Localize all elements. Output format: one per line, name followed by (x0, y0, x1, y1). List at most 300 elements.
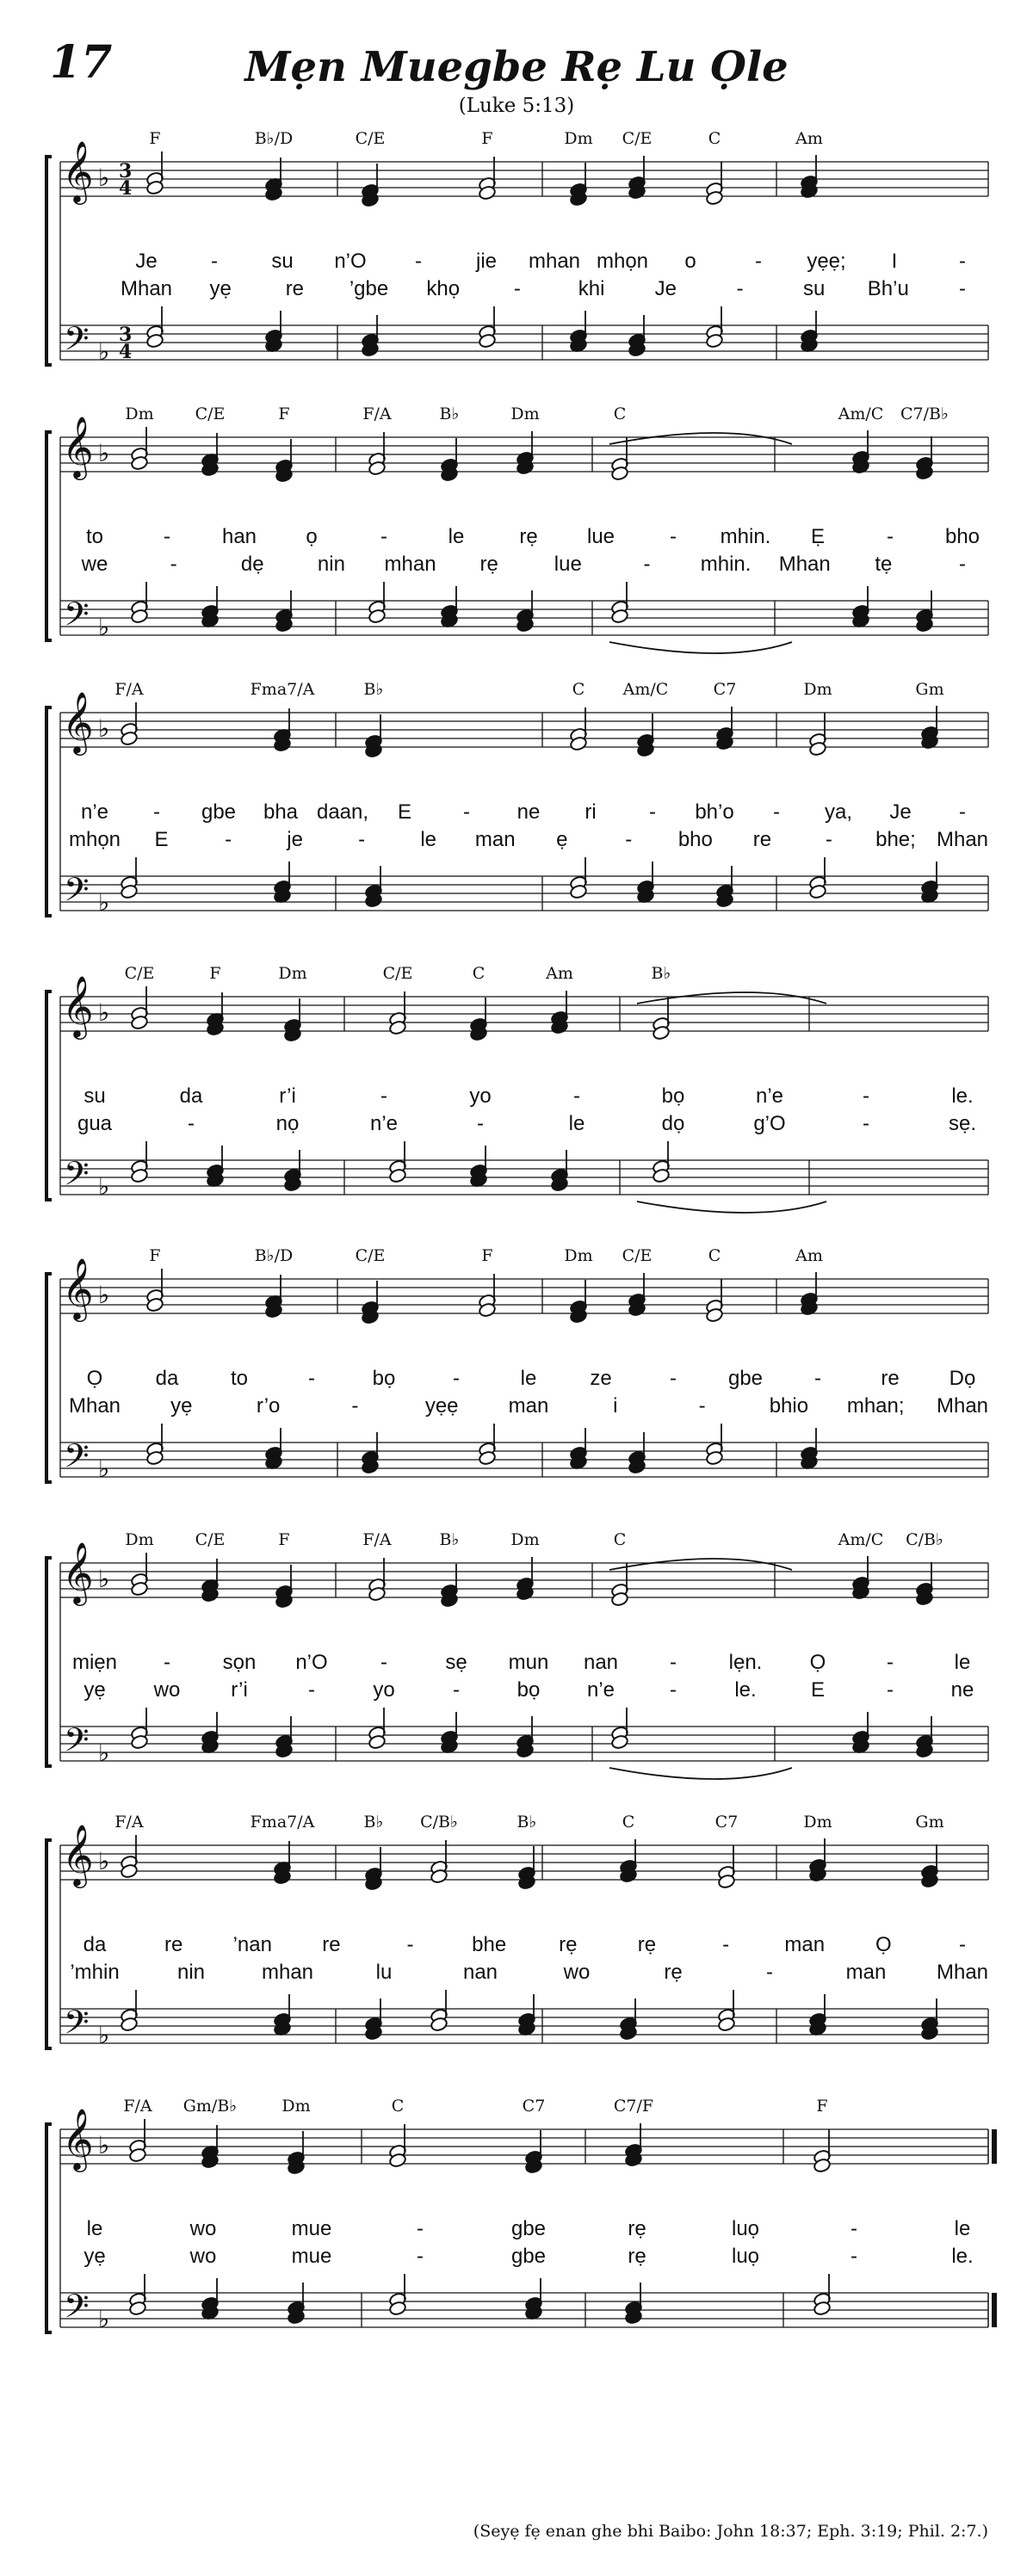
footer-reference: (Seyẹ fẹ enan ghe bhi Baibo: John 18:37; Eph. 3:19; Phil. 2:7.) (473, 2522, 988, 2541)
lyric-verse-1: miẹn (71, 1651, 118, 1674)
bass-clef-icon: 𝄢 (64, 319, 90, 366)
chord-symbol: C7 (522, 2097, 546, 2116)
chord-symbol: C7/F (613, 2097, 654, 2116)
lyric-verse-2: bọ (516, 1678, 541, 1702)
system-bracket (46, 432, 52, 640)
lyric-verse-2: Je (654, 277, 677, 300)
chord-symbol: Dm (125, 1530, 154, 1549)
lyric-verse-1: - (573, 1084, 580, 1108)
chord-symbol: C (613, 405, 627, 423)
lyric-verse-1: - (164, 525, 170, 548)
lyric-verse-2: man (845, 1961, 887, 1984)
bass-clef-icon: 𝄢 (64, 2003, 90, 2049)
chord-symbol: F (278, 405, 290, 423)
lyric-verse-1: re (881, 1367, 900, 1390)
treble-clef-icon: 𝄞 (62, 1823, 94, 1886)
lyric-verse-2: - (670, 1678, 677, 1702)
lyric-verse-2: - (736, 277, 744, 300)
hymn-number: 17 (50, 36, 113, 89)
lyric-verse-2: - (863, 1112, 869, 1135)
bass-clef-icon: 𝄢 (64, 870, 90, 917)
chord-symbol: Gm (915, 1813, 944, 1832)
lyric-verse-2: khi (578, 277, 605, 300)
lyric-verse-2: gbe (510, 2245, 547, 2268)
lyric-verse-1: bọ (372, 1367, 396, 1390)
lyric-verse-2: r’i (231, 1678, 248, 1702)
lyric-verse-2: - (225, 828, 232, 851)
bass-clef-icon: 𝄢 (64, 1154, 90, 1201)
lyric-verse-1: wo (189, 2217, 217, 2240)
lyric-verse-2: bhio (769, 1394, 809, 1418)
lyric-verse-1: rẹ (559, 1933, 578, 1956)
system-bracket (46, 707, 52, 916)
lyric-verse-1: n’O (334, 250, 367, 273)
chord-symbol: Dm (564, 129, 593, 148)
system-bracket (46, 991, 52, 1200)
lyric-verse-2: mhin. (700, 553, 752, 576)
lyric-verse-2: E (810, 1678, 826, 1702)
lyric-verse-1: bọ (661, 1084, 685, 1108)
lyric-verse-2: mhọn (68, 828, 121, 851)
hymn-title: Mẹn Muegbe Rẹ Lu Ọle (244, 43, 789, 91)
chord-symbol: C/E (382, 964, 413, 983)
key-signature-flat-icon: ♭ (98, 714, 110, 743)
chord-symbol: F (481, 129, 493, 148)
lyric-verse-1: - (851, 2217, 857, 2240)
lyric-verse-1: - (463, 800, 470, 824)
lyric-verse-2: yẹ (84, 2245, 106, 2268)
lyric-verse-2: lu (375, 1961, 393, 1984)
lyric-verse-1: re (164, 1933, 183, 1956)
lyric-verse-1: da (155, 1367, 179, 1390)
lyric-verse-2: yẹ (84, 1678, 106, 1702)
lyric-verse-1: rẹ (637, 1933, 657, 1956)
lyric-verse-2: - (170, 553, 177, 576)
chord-symbol: C (708, 129, 721, 148)
chord-symbol: C7/B♭ (900, 405, 949, 423)
lyric-verse-1: ne (516, 800, 541, 824)
lyric-verse-2: dọ (661, 1112, 685, 1135)
chord-symbol: C7 (714, 1813, 739, 1832)
score-system-6 (0, 1530, 1033, 1840)
lyric-verse-2: - (513, 277, 521, 300)
lyric-verse-2: Bh’u (867, 277, 909, 300)
chord-symbol: B♭ (363, 680, 384, 699)
chord-symbol: F/A (123, 2097, 152, 2116)
chord-symbol: F/A (114, 680, 144, 699)
lyric-verse-1: daan, (316, 800, 369, 824)
lyric-verse-2: - (887, 1678, 894, 1702)
lyric-verse-2: - (851, 2245, 857, 2268)
chord-symbol: F (481, 1246, 493, 1265)
lyric-verse-2: - (825, 828, 832, 851)
score-system-3 (0, 680, 1033, 990)
lyric-verse-2: re (285, 277, 305, 300)
lyric-verse-1: - (887, 525, 894, 548)
lyric-verse-2: - (643, 553, 651, 576)
lyric-verse-2: sẹ. (948, 1112, 977, 1135)
lyric-verse-2: - (477, 1112, 484, 1135)
time-signature-denominator: 4 (119, 341, 133, 363)
lyric-verse-1: - (453, 1367, 460, 1390)
lyric-verse-2: yo (373, 1678, 395, 1702)
lyric-verse-2: Mhan (778, 553, 831, 576)
lyric-verse-1: luọ (731, 2217, 760, 2240)
lyric-verse-2: - (766, 1961, 773, 1984)
lyric-verse-1: ri (585, 800, 597, 824)
lyric-verse-2: mhan; (846, 1394, 905, 1418)
bass-clef-icon: 𝄢 (64, 1720, 90, 1767)
chord-symbol: F (149, 129, 161, 148)
lyric-verse-1: n’e (755, 1084, 784, 1108)
chord-symbol: C/E (195, 405, 226, 423)
lyric-verse-2: - (698, 1394, 706, 1418)
treble-clef-icon: 𝄞 (62, 2107, 94, 2170)
lyric-verse-1: mhin. (720, 525, 771, 548)
lyric-verse-2: Mhan (120, 277, 173, 300)
lyric-verse-2: - (453, 1678, 460, 1702)
treble-clef-icon: 𝄞 (62, 139, 94, 202)
lyric-verse-1: man (784, 1933, 826, 1956)
chord-symbol: F/A (362, 405, 392, 423)
lyric-verse-2: n’e (369, 1112, 399, 1135)
lyric-verse-2: Mhan (936, 1961, 989, 1984)
lyric-verse-2: gua (77, 1112, 113, 1135)
chord-symbol: Dm (803, 680, 832, 699)
lyric-verse-1: gbe (201, 800, 237, 824)
lyric-verse-2: dẹ (240, 553, 264, 576)
lyric-verse-1: - (959, 250, 966, 273)
lyric-verse-1: yẹẹ; (807, 250, 846, 273)
chord-symbol: B♭ (516, 1813, 537, 1832)
lyric-verse-1: r’i (279, 1084, 296, 1108)
lyric-verse-2: lue (554, 553, 582, 576)
lyric-verse-2: le (420, 828, 437, 851)
lyric-verse-2: wo (153, 1678, 181, 1702)
lyric-verse-1: le (86, 2217, 103, 2240)
lyric-verse-2: wo (563, 1961, 591, 1984)
lyric-verse-1: le. (951, 1084, 974, 1108)
chord-symbol: Am (795, 129, 823, 148)
lyric-verse-1: da (83, 1933, 107, 1956)
key-signature-flat-icon: ♭ (98, 888, 110, 917)
lyric-verse-1: mun (508, 1651, 549, 1674)
lyric-verse-1: - (164, 1651, 170, 1674)
lyric-verse-1: han (221, 525, 257, 548)
lyric-verse-1: lẹn. (728, 1651, 763, 1674)
lyric-verse-2: Mhan (68, 1394, 121, 1418)
lyric-verse-1: - (959, 800, 966, 824)
key-signature-flat-icon: ♭ (98, 1565, 110, 1593)
chord-symbol: Dm (125, 405, 154, 423)
treble-clef-icon: 𝄞 (62, 1257, 94, 1319)
treble-clef-icon: 𝄞 (62, 1541, 94, 1603)
lyric-verse-1: mue (291, 2217, 332, 2240)
lyric-verse-1: to (85, 525, 104, 548)
tie-mark (609, 433, 792, 444)
chord-symbol: F (209, 964, 221, 983)
lyric-verse-2: yẹ (170, 1394, 193, 1418)
lyric-verse-2: khọ (426, 277, 461, 300)
lyric-verse-1: sọn (222, 1651, 257, 1674)
lyric-verse-1: ’nan (232, 1933, 272, 1956)
lyric-verse-1: I (891, 250, 898, 273)
lyric-verse-2: yẹẹ (424, 1394, 459, 1418)
lyric-verse-1: - (670, 525, 677, 548)
bass-clef-icon: 𝄢 (64, 1436, 90, 1483)
lyric-verse-1: re (322, 1933, 341, 1956)
lyric-verse-2: - (625, 828, 633, 851)
chord-symbol: C/E (124, 964, 155, 983)
lyric-verse-2: - (959, 277, 966, 300)
lyric-verse-1: - (415, 250, 422, 273)
lyric-verse-1: Ọ (86, 1367, 103, 1390)
lyric-verse-2: su (802, 277, 826, 300)
lyric-verse-1: ọ (306, 525, 318, 548)
chord-symbol: B♭ (439, 1530, 460, 1549)
chord-symbol: B♭/D (254, 129, 294, 148)
lyric-verse-1: - (863, 1084, 869, 1108)
chord-symbol: Dm (510, 405, 540, 423)
lyric-verse-1: - (417, 2217, 424, 2240)
lyric-verse-1: rẹ (628, 2217, 646, 2240)
lyric-verse-2: bho (677, 828, 713, 851)
lyric-verse-2: re (752, 828, 772, 851)
lyric-verse-1: Je (135, 250, 158, 273)
chord-symbol: Dm (564, 1246, 593, 1265)
lyric-verse-1: - (153, 800, 160, 824)
chord-symbol: C (391, 2097, 405, 2116)
key-signature-flat-icon: ♭ (98, 2131, 110, 2159)
lyric-verse-1: n’e (80, 800, 109, 824)
time-signature-denominator: 4 (119, 177, 133, 200)
chord-symbol: C/B♭ (906, 1530, 943, 1549)
score-system-1 (0, 129, 1033, 439)
chord-symbol: Gm/B♭ (182, 2097, 238, 2116)
lyric-verse-2: ’mhin (70, 1961, 120, 1984)
key-signature-flat-icon: ♭ (98, 1172, 110, 1201)
chord-symbol: Dm (281, 2097, 311, 2116)
lyric-verse-1: nan (583, 1651, 619, 1674)
lyric-verse-2: man (508, 1394, 549, 1418)
lyric-verse-2: mue (291, 2245, 332, 2268)
tie-mark (637, 1202, 826, 1213)
chord-symbol: F (149, 1246, 161, 1265)
chord-symbol: Am/C (838, 405, 884, 423)
lyric-verse-1: le (954, 2217, 971, 2240)
lyric-verse-2: tẹ (875, 553, 893, 576)
lyric-verse-1: n’O (295, 1651, 328, 1674)
lyric-verse-2: Mhan (936, 828, 989, 851)
lyric-verse-1: bho (944, 525, 980, 548)
lyric-verse-1: - (308, 1367, 315, 1390)
lyric-verse-1: jie (475, 250, 498, 273)
chord-symbol: C/E (195, 1530, 226, 1549)
system-bracket (46, 1558, 52, 1766)
chord-symbol: C/E (622, 1246, 653, 1265)
system-bracket (46, 2124, 52, 2332)
key-signature-flat-icon: ♭ (98, 439, 110, 467)
lyric-verse-1: - (773, 800, 780, 824)
lyric-verse-1: su (271, 250, 294, 273)
lyric-verse-1: bh’o (695, 800, 734, 824)
lyric-verse-2: mhan (384, 553, 436, 576)
lyric-verse-1: - (406, 1933, 414, 1956)
lyric-verse-1: lue (586, 525, 615, 548)
key-signature-flat-icon: ♭ (98, 1739, 110, 1767)
lyric-verse-1: - (649, 800, 656, 824)
lyric-verse-1: Dọ (949, 1367, 976, 1390)
tie-mark (609, 1559, 792, 1570)
lyric-verse-2: rẹ (664, 1961, 683, 1984)
chord-symbol: B♭ (651, 964, 671, 983)
lyric-verse-1: - (670, 1651, 677, 1674)
chord-symbol: Fma7/A (250, 1813, 315, 1832)
lyric-verse-2: mhan (261, 1961, 314, 1984)
lyric-verse-1: le (954, 1651, 971, 1674)
lyric-verse-1: bha (263, 800, 299, 824)
lyric-verse-1: su (84, 1084, 106, 1108)
lyric-verse-2: nọ (275, 1112, 300, 1135)
system-bracket (46, 157, 52, 365)
lyric-verse-1: - (211, 250, 218, 273)
lyric-verse-2: je (287, 828, 303, 851)
chord-symbol: C/E (622, 129, 653, 148)
lyric-verse-1: - (755, 250, 762, 273)
lyric-verse-2: E (154, 828, 169, 851)
bass-clef-icon: 𝄢 (64, 595, 90, 641)
lyric-verse-2: ẹ (556, 828, 568, 851)
key-signature-flat-icon: ♭ (98, 164, 110, 192)
lyric-verse-2: - (959, 553, 966, 576)
lyric-verse-1: Ọ (875, 1933, 892, 1956)
chord-symbol: F (278, 1530, 290, 1549)
lyric-verse-1: - (380, 1651, 387, 1674)
lyric-verse-1: bhe (472, 1933, 507, 1956)
lyric-verse-2: nin (176, 1961, 206, 1984)
lyric-verse-2: r’o (256, 1394, 281, 1418)
lyric-verse-2: i (613, 1394, 618, 1418)
chord-symbol: Am/C (838, 1530, 884, 1549)
chord-symbol: Dm (803, 1813, 832, 1832)
lyric-verse-1: - (670, 1367, 677, 1390)
chord-symbol: Fma7/A (250, 680, 315, 699)
chord-symbol: F/A (114, 1813, 144, 1832)
lyric-verse-2: le (568, 1112, 585, 1135)
chord-symbol: B♭ (439, 405, 460, 423)
system-bracket (46, 1840, 52, 2048)
treble-clef-icon: 𝄞 (62, 974, 94, 1037)
lyric-verse-1: da (179, 1084, 203, 1108)
chord-symbol: C (472, 964, 486, 983)
score-system-8 (0, 2097, 1033, 2406)
time-signature-numerator: 3 (119, 324, 133, 346)
bass-clef-icon: 𝄢 (64, 2287, 90, 2333)
lyric-verse-2: wo (189, 2245, 217, 2268)
score-system-7 (0, 1813, 1033, 2122)
lyric-verse-1: le (520, 1367, 537, 1390)
scripture-reference: (Luke 5:13) (458, 95, 575, 117)
lyric-verse-2: - (417, 2245, 424, 2268)
lyric-verse-2: le. (734, 1678, 757, 1702)
lyric-verse-1: ze (590, 1367, 612, 1390)
lyric-verse-2: g’O (753, 1112, 786, 1135)
chord-symbol: Dm (278, 964, 307, 983)
key-signature-flat-icon: ♭ (98, 613, 110, 641)
chord-symbol: C/E (355, 129, 386, 148)
lyric-verse-1: E (397, 800, 412, 824)
chord-symbol: Am/C (622, 680, 669, 699)
tie-mark (637, 992, 826, 1004)
lyric-verse-1: - (887, 1651, 894, 1674)
key-signature-flat-icon: ♭ (98, 1455, 110, 1483)
lyric-verse-2: bhe; (875, 828, 916, 851)
key-signature-flat-icon: ♭ (98, 337, 110, 366)
chord-symbol: C7 (713, 680, 737, 699)
chord-symbol: Am (546, 964, 573, 983)
key-signature-flat-icon: ♭ (98, 1281, 110, 1309)
lyric-verse-1: mhọn (596, 250, 649, 273)
final-bar-line (992, 2129, 997, 2164)
treble-clef-icon: 𝄞 (62, 415, 94, 478)
lyric-verse-2: - (308, 1678, 315, 1702)
lyric-verse-1: ya, (824, 800, 853, 824)
chord-symbol: Dm (510, 1530, 540, 1549)
lyric-verse-1: le (448, 525, 465, 548)
lyric-verse-2: n’e (586, 1678, 615, 1702)
lyric-verse-1: Ọ (809, 1651, 826, 1674)
chord-symbol: Gm (915, 680, 944, 699)
lyric-verse-1: Je (889, 800, 912, 824)
lyric-verse-2: Mhan (936, 1394, 989, 1418)
score-system-2 (0, 405, 1033, 714)
lyric-verse-2: man (474, 828, 516, 851)
tie-mark (609, 642, 792, 653)
chord-symbol: F/A (362, 1530, 392, 1549)
final-bar-line (992, 2293, 997, 2327)
chord-symbol: C/B♭ (420, 1813, 458, 1832)
lyric-verse-1: to (230, 1367, 249, 1390)
key-signature-flat-icon: ♭ (98, 998, 110, 1027)
lyric-verse-2: nan (462, 1961, 498, 1984)
chord-symbol: B♭/D (254, 1246, 294, 1265)
system-bracket (46, 1274, 52, 1482)
score-system-5 (0, 1246, 1033, 1556)
score-system-4 (0, 964, 1033, 1274)
chord-symbol: Am (795, 1246, 823, 1265)
chord-symbol: C (613, 1530, 627, 1549)
lyric-verse-2: - (188, 1112, 195, 1135)
chord-symbol: C (708, 1246, 721, 1265)
lyric-verse-2: ’gbe (349, 277, 389, 300)
chord-symbol: C (622, 1813, 635, 1832)
time-signature-numerator: 3 (119, 160, 133, 182)
lyric-verse-1: - (380, 525, 387, 548)
tie-mark (609, 1768, 792, 1779)
lyric-verse-1: yo (469, 1084, 492, 1108)
lyric-verse-1: mhan (528, 250, 581, 273)
lyric-verse-2: we (81, 553, 108, 576)
chord-symbol: C (572, 680, 585, 699)
lyric-verse-2: nin (317, 553, 345, 576)
lyric-verse-1: - (722, 1933, 730, 1956)
lyric-verse-1: - (959, 1933, 966, 1956)
lyric-verse-1: o (684, 250, 696, 273)
lyric-verse-2: rẹ (628, 2245, 646, 2268)
lyric-verse-1: gbe (510, 2217, 547, 2240)
key-signature-flat-icon: ♭ (98, 2021, 110, 2049)
lyric-verse-1: rẹ (519, 525, 538, 548)
